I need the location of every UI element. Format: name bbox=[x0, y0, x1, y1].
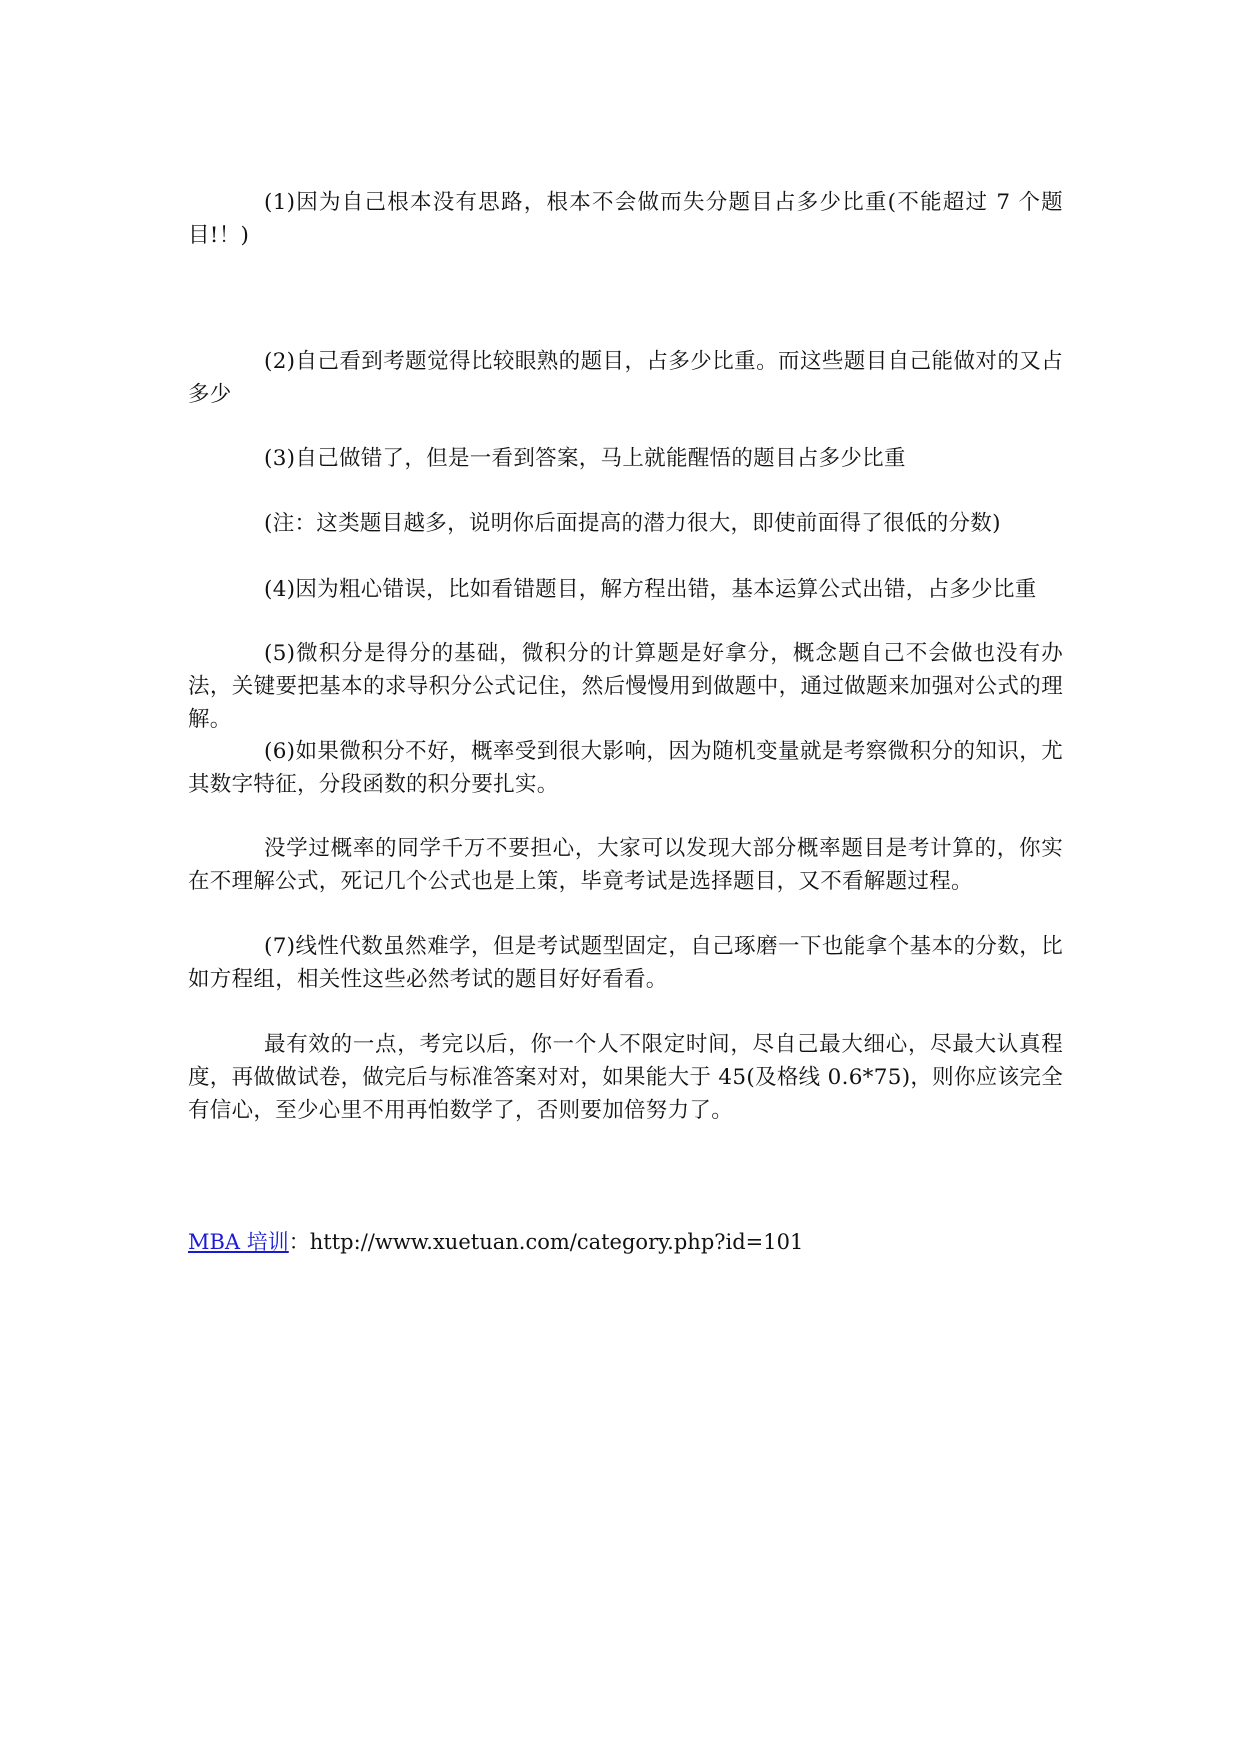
footer-separator: ： bbox=[288, 1230, 310, 1254]
paragraph-probability: 没学过概率的同学千万不要担心，大家可以发现大部分概率题目是考计算的，你实在不理解公式，死记几个公式也是上策，毕竟考试是选择题目，又不看解题过程。 bbox=[188, 836, 1063, 894]
paragraph-note: (注：这类题目越多，说明你后面提高的潜力很大，即使前面得了很低的分数) bbox=[264, 511, 1001, 536]
footer-url: http://www.xuetuan.com/category.php?id=101 bbox=[309, 1230, 804, 1254]
paragraph-4: (4)因为粗心错误，比如看错题目，解方程出错，基本运算公式出错，占多少比重 bbox=[264, 577, 1037, 602]
paragraph-7: (7)线性代数虽然难学，但是考试题型固定，自己琢磨一下也能拿个基本的分数，比如方程组，相关性这些必然考试的题目好好看看。 bbox=[188, 934, 1063, 992]
paragraph-final: 最有效的一点，考完以后，你一个人不限定时间，尽自己最大细心，尽最大认真程度，再做做试卷，做完后与标准答案对对，如果能大于 45(及格线 0.6*75)，则你应该完全有信心，至少心里不用再怕数学了，否则要加倍努力了。 bbox=[188, 1032, 1063, 1123]
paragraph-2: (2)自己看到考题觉得比较眼熟的题目，占多少比重。而这些题目自己能做对的又占多少 bbox=[188, 349, 1063, 407]
paragraph-3: (3)自己做错了，但是一看到答案，马上就能醒悟的题目占多少比重 bbox=[264, 446, 906, 471]
footer-line bbox=[188, 1227, 803, 1257]
paragraph-5: (5)微积分是得分的基础，微积分的计算题是好拿分，概念题自己不会做也没有办法，关键要把基本的求导积分公式记住，然后慢慢用到做题中，通过做题来加强对公式的理解。 bbox=[188, 641, 1063, 732]
paragraph-6: (6)如果微积分不好，概率受到很大影响，因为随机变量就是考察微积分的知识，尤其数字特征，分段函数的积分要扎实。 bbox=[188, 739, 1063, 797]
mba-training-link[interactable]: MBA 培训 bbox=[188, 1230, 289, 1254]
paragraph-1: (1)因为自己根本没有思路，根本不会做而失分题目占多少比重(不能超过 7 个题目!！) bbox=[188, 190, 1063, 248]
